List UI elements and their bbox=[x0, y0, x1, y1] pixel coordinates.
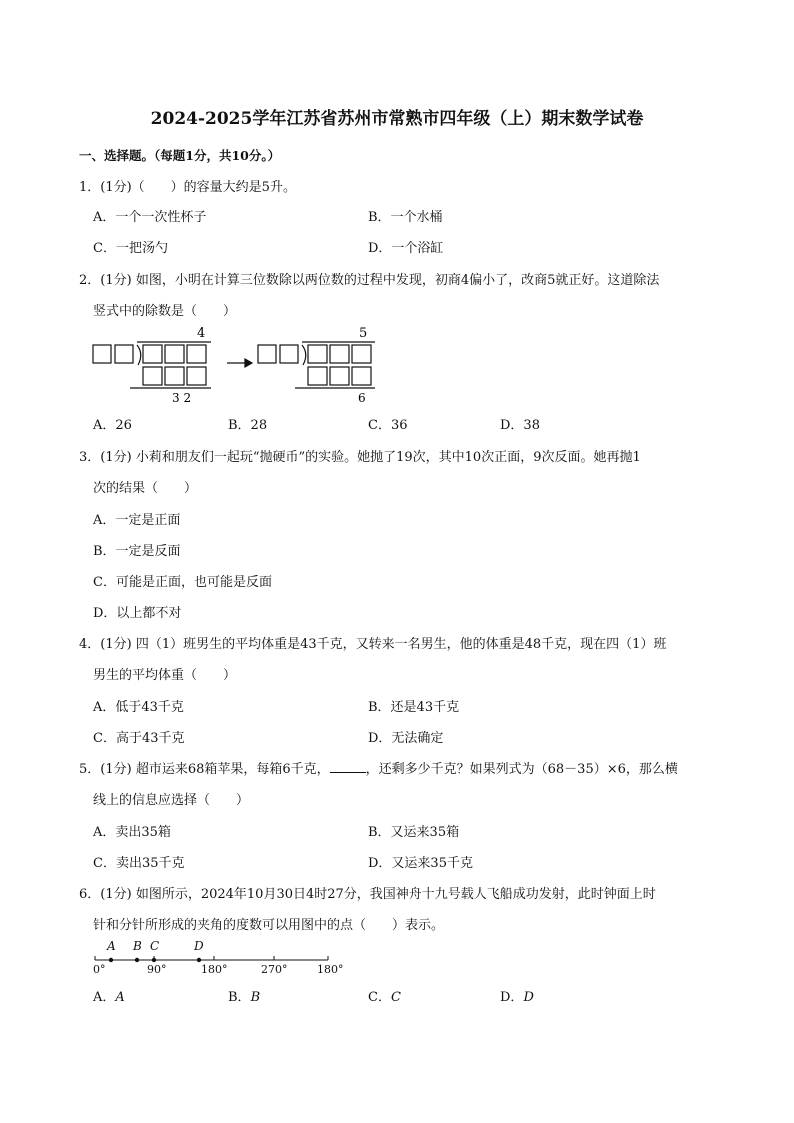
question-5-option-d: D．又运来35千克 bbox=[368, 856, 473, 871]
question-3-option-b: B．一定是反面 bbox=[93, 544, 181, 559]
right-quotient: 5 bbox=[359, 326, 368, 341]
question-2-option-a: A．26 bbox=[93, 418, 132, 433]
question-2-option-d: D．38 bbox=[500, 418, 540, 433]
question-4-option-b: B．还是43千克 bbox=[368, 700, 460, 715]
question-1-option-d: D．一个浴缸 bbox=[368, 241, 444, 256]
question-2-stem-line-2: 竖式中的除数是（ ） bbox=[93, 304, 237, 319]
question-3-option-a: A．一定是正面 bbox=[93, 513, 181, 528]
dividend-box bbox=[352, 345, 371, 363]
question-2-stem-line-1: 2．(1分) 如图，小明在计算三位数除以两位数的过程中发现，初商4偏小了，改商5就正好。这道除法 bbox=[79, 273, 660, 288]
divisor-box bbox=[93, 345, 111, 363]
question-5-stem-line-2: 线上的信息应选择（ ） bbox=[93, 793, 250, 808]
point-label-b: B bbox=[133, 939, 142, 953]
tick-label: 270° bbox=[261, 963, 288, 976]
point-c-dot bbox=[152, 958, 156, 962]
question-6-stem-line-2: 针和分针所形成的夹角的度数可以用图中的点（ ）表示。 bbox=[93, 918, 445, 933]
product-box bbox=[143, 367, 162, 385]
paper-title: 2024-2025学年江苏省苏州市常熟市四年级（上）期末数学试卷 bbox=[150, 109, 644, 129]
question-5-stem-part-1: 5．(1分) 超市运来68箱苹果，每箱6千克， bbox=[79, 762, 330, 777]
question-4-stem-line-1: 4．(1分) 四（1）班男生的平均体重是43千克，又转来一名男生，他的体重是48千克，现在四（1）班 bbox=[79, 637, 667, 652]
product-box bbox=[165, 367, 184, 385]
point-d-dot bbox=[197, 958, 201, 962]
section-heading: 一、选择题。（每题1分，共10分。） bbox=[79, 148, 281, 163]
question-5-option-b: B．又运来35箱 bbox=[368, 825, 460, 840]
point-a-dot bbox=[109, 958, 113, 962]
fill-in-blank bbox=[330, 760, 366, 773]
left-division bbox=[93, 342, 211, 388]
product-box bbox=[308, 367, 327, 385]
question-5-option-c: C．卖出35千克 bbox=[93, 856, 185, 871]
divisor-box bbox=[258, 345, 276, 363]
question-3-stem-line-2: 次的结果（ ） bbox=[93, 481, 198, 496]
tick-label: 0° bbox=[93, 963, 106, 976]
dividend-box bbox=[143, 345, 162, 363]
dividend-box bbox=[165, 345, 184, 363]
point-label-a: A bbox=[107, 939, 116, 953]
point-label-d: D bbox=[194, 939, 204, 953]
dividend-box bbox=[187, 345, 206, 363]
right-remainder: 6 bbox=[358, 391, 366, 404]
divisor-box bbox=[115, 345, 133, 363]
question-5-stem-line-1 bbox=[79, 758, 678, 777]
right-division bbox=[258, 342, 375, 388]
tick-label: 90° bbox=[147, 963, 167, 976]
question-1-option-a: A．一个一次性杯子 bbox=[93, 210, 207, 225]
question-6-option-c: C．C bbox=[368, 990, 401, 1005]
question-4-option-a: A．低于43千克 bbox=[93, 700, 184, 715]
division-bracket bbox=[137, 345, 141, 365]
question-6-option-a: A．A bbox=[93, 990, 125, 1005]
question-2-option-b: B．28 bbox=[228, 418, 268, 433]
question-6-stem-line-1: 6．(1分) 如图所示，2024年10月30日4时27分，我国神舟十九号载人飞船成功发射，此时钟面上时 bbox=[79, 887, 656, 902]
question-1-option-b: B．一个水桶 bbox=[368, 210, 443, 225]
question-3-option-d: D．以上都不对 bbox=[93, 606, 182, 621]
question-6-option-d: D．D bbox=[500, 990, 534, 1005]
question-4-option-d: D．无法确定 bbox=[368, 731, 444, 746]
question-3-stem-line-1: 3．(1分) 小莉和朋友们一起玩“抛硬币”的实验。她抛了19次，其中10次正面，9次反面。她再抛1 bbox=[79, 450, 641, 465]
question-3-option-c: C．可能是正面，也可能是反面 bbox=[93, 575, 272, 590]
tick-label: 180° bbox=[317, 963, 344, 976]
question-5-stem-part-2: ，还剩多少千克？如果列式为（68－35）×6，那么横 bbox=[365, 762, 678, 777]
division-bracket bbox=[302, 345, 306, 365]
point-label-c: C bbox=[150, 939, 160, 953]
question-1-stem: 1．(1分)（ ）的容量大约是5升。 bbox=[79, 180, 296, 195]
point-b-dot bbox=[135, 958, 139, 962]
divisor-box bbox=[280, 345, 298, 363]
dividend-box bbox=[330, 345, 349, 363]
product-box bbox=[330, 367, 349, 385]
dividend-box bbox=[308, 345, 327, 363]
question-5-option-a: A．卖出35箱 bbox=[93, 825, 171, 840]
product-box bbox=[187, 367, 206, 385]
question-4-stem-line-2: 男生的平均体重（ ） bbox=[93, 668, 237, 683]
question-6-option-b: B．B bbox=[228, 990, 261, 1005]
arrow-icon bbox=[227, 359, 252, 367]
question-2-option-c: C．36 bbox=[368, 418, 408, 433]
angle-number-line-figure bbox=[88, 936, 368, 980]
product-box bbox=[352, 367, 371, 385]
tick-label: 180° bbox=[201, 963, 228, 976]
question-4-option-c: C．高于43千克 bbox=[93, 731, 185, 746]
long-division-figure bbox=[90, 322, 390, 404]
left-product-digits: 3 2 bbox=[172, 391, 192, 404]
question-1-option-c: C．一把汤勺 bbox=[93, 241, 168, 256]
left-quotient: 4 bbox=[197, 326, 206, 341]
